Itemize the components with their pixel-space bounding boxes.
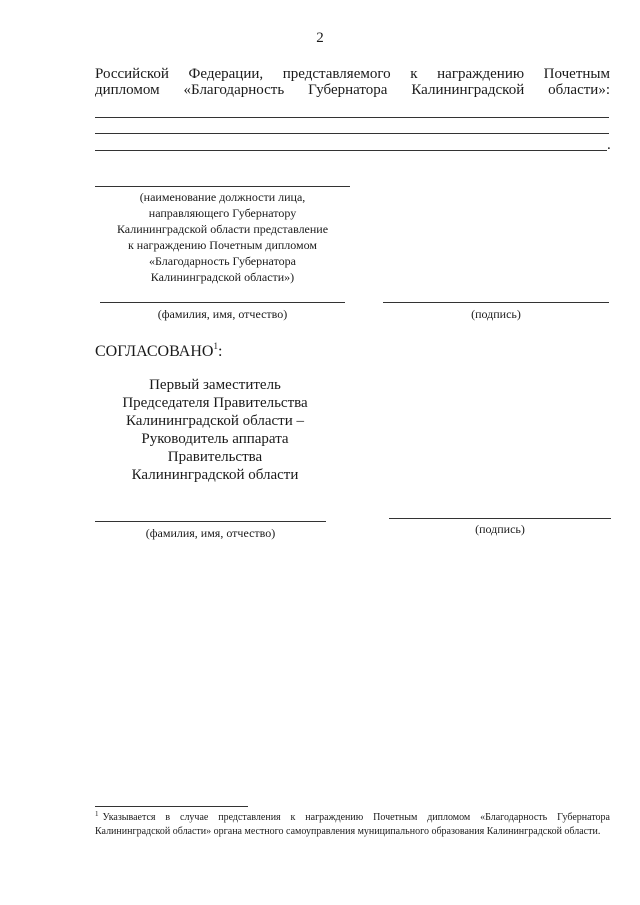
caption-line: Калининградской области») xyxy=(150,270,295,284)
official-title xyxy=(95,376,335,484)
footnote xyxy=(95,811,610,839)
signature-fill-line[interactable] xyxy=(383,302,609,303)
page-number: 2 xyxy=(316,30,324,46)
intro-line-2 xyxy=(95,82,610,98)
intro-word: награждению xyxy=(437,66,525,82)
intro-word: области»: xyxy=(548,82,610,98)
position-fill-line[interactable] xyxy=(95,186,350,187)
intro-word: Губернатора xyxy=(308,82,388,98)
caption-line: «Благодарность Губернатора xyxy=(149,254,296,268)
approval-name-caption: (фамилия, имя, отчество) xyxy=(145,526,276,540)
footnote-text: Указывается в случае представления к награждению Почетным дипломом «Благодарность Губернатора Калининградской области» органа местного самоуправления муниципального образования Калининградской области. xyxy=(95,812,610,837)
intro-word: дипломом xyxy=(95,82,160,98)
footnote-ref[interactable]: 1 xyxy=(213,341,218,351)
fill-in-line[interactable] xyxy=(95,133,609,134)
footnote-number: 1 xyxy=(95,810,99,818)
signature-caption: (подпись) xyxy=(471,307,521,321)
approval-signature-fill-line[interactable] xyxy=(389,518,611,519)
fill-in-line[interactable] xyxy=(95,117,609,118)
official-title-line: Председателя Правительства xyxy=(122,395,308,411)
approval-name-fill-line[interactable] xyxy=(95,521,326,522)
name-fill-line[interactable] xyxy=(100,302,345,303)
caption-line: Калининградской области представление xyxy=(116,222,329,236)
official-title-line: Калининградской области xyxy=(131,467,299,483)
intro-line-1 xyxy=(95,66,610,82)
trailing-period: . xyxy=(607,137,611,153)
caption-line: направляющего Губернатору xyxy=(148,206,297,220)
intro-word: Российской xyxy=(95,66,169,82)
intro-word: Почетным xyxy=(543,66,610,82)
intro-word: представляемого xyxy=(282,66,391,82)
intro-word: Федерации, xyxy=(188,66,264,82)
approval-heading-text: СОГЛАСОВАНО xyxy=(95,343,214,360)
approval-heading xyxy=(95,343,222,361)
caption-line: (наименование должности лица, xyxy=(139,190,306,204)
approval-heading-colon: : xyxy=(217,343,223,360)
intro-paragraph xyxy=(95,66,610,98)
official-title-line: Правительства xyxy=(167,449,263,465)
intro-word: Калининградской xyxy=(411,82,525,98)
official-title-line: Калининградской области – xyxy=(126,413,304,429)
footnote-separator xyxy=(95,806,248,807)
fill-in-line[interactable] xyxy=(95,150,607,151)
official-title-line: Первый заместитель xyxy=(149,377,281,393)
name-caption: (фамилия, имя, отчество) xyxy=(157,307,288,321)
approval-signature-caption: (подпись) xyxy=(475,522,525,536)
intro-word: «Благодарность xyxy=(183,82,285,98)
caption-line: к награждению Почетным дипломом xyxy=(127,238,318,252)
intro-word: к xyxy=(410,66,418,82)
official-title-line: Руководитель аппарата xyxy=(141,431,289,447)
position-caption xyxy=(95,189,350,285)
